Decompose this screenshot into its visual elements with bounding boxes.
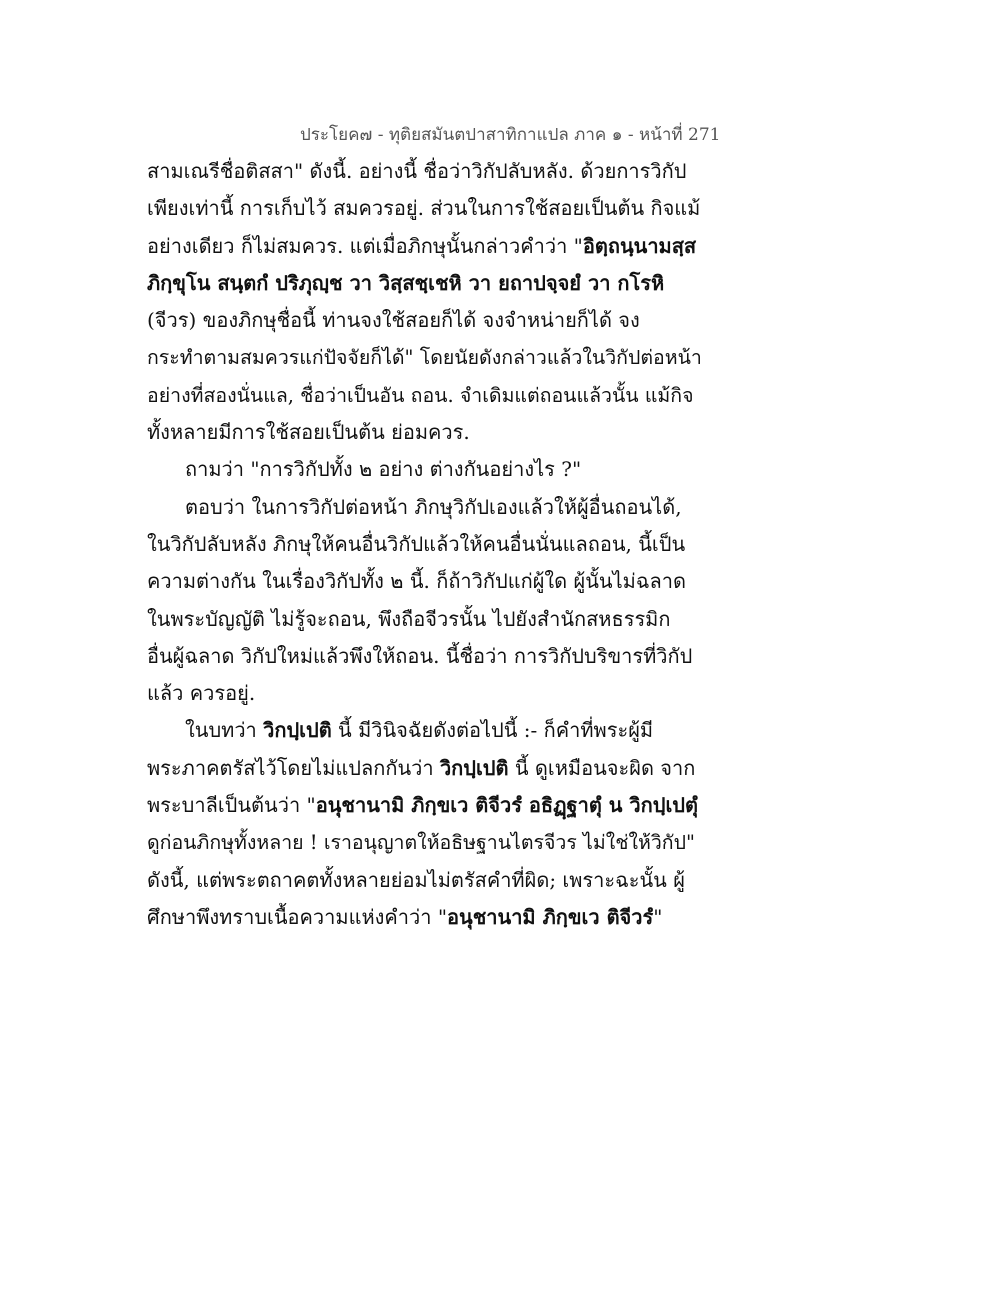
pali-text: อนุชานามิ ภิกฺขเว ติจีวรํ อธิฏฺฐาตุํ น วิกปฺเปตุํ: [315, 793, 698, 818]
text-segment: แล้ว ควรอยู่.: [147, 681, 256, 706]
text-segment: สามเณรีชื่อติสสา" ดังนี้. อย่างนี้ ชื่อว่าวิกัปลับหลัง. ด้วยการวิกัป: [147, 159, 687, 183]
text-segment: ในพระบัญญัติ ไม่รู้จะถอน, พึงถือจีวรนั้น ไปยังสำนักสหธรรมิก: [147, 606, 671, 631]
body-text: [147, 153, 707, 936]
text-segment: ตอบว่า ในการวิกัปต่อหน้า ภิกษุวิกัปเองแล้วให้ผู้อื่นถอนได้,: [185, 494, 682, 519]
pali-text: วิกปฺเปติ: [263, 718, 332, 743]
text-segment: นี้ ดูเหมือนจะผิด จาก: [508, 755, 696, 780]
page-header: ประโยค๗ - ทุติยสมันตปาสาทิกาแปล ภาค ๑ - หน้าที่ 271: [300, 125, 721, 145]
text-line: [147, 675, 707, 712]
text-line: [147, 302, 707, 339]
pali-text: อนุชานามิ ภิกฺขเว ติจีวรํ: [447, 904, 654, 929]
text-line: [147, 787, 707, 824]
text-segment: อย่างเดียว ก็ไม่สมควร. แต่เมื่อภิกษุนั้นกล่าวคำว่า ": [147, 233, 583, 258]
text-segment: ดังนี้, แต่พระตถาคตทั้งหลายย่อมไม่ตรัสคำที่ผิด; เพราะฉะนั้น ผู้: [147, 867, 685, 892]
text-segment: พระภาคตรัสไว้โดยไม่แปลกกันว่า: [147, 755, 440, 780]
text-line: [147, 526, 707, 563]
text-line: [147, 451, 707, 488]
text-segment: ": [653, 904, 663, 929]
text-segment: ความต่างกัน ในเรื่องวิกัปทั้ง ๒ นี้. ก็ถ้าวิกัปแก่ผู้ใด ผู้นั้นไม่ฉลาด: [147, 569, 686, 594]
text-segment: ในวิกัปลับหลัง ภิกษุให้คนอื่นวิกัปแล้วให้คนอื่นนั่นแลถอน, นี้เป็น: [147, 531, 686, 556]
text-segment: ในบทว่า: [185, 718, 264, 743]
text-segment: อย่างที่สองนั่นแล, ชื่อว่าเป็นอัน ถอน. จำเดิมแต่ถอนแล้วนั้น แม้กิจ: [147, 383, 694, 407]
text-line: [147, 153, 707, 190]
text-line: [147, 377, 707, 414]
text-segment: พระบาลีเป็นต้นว่า ": [147, 793, 316, 818]
text-line: [147, 899, 707, 936]
text-line: [147, 265, 707, 302]
text-line: [147, 750, 707, 787]
pali-text: วิกปฺเปติ: [439, 755, 509, 780]
text-segment: ทั้งหลายมีการใช้สอยเป็นต้น ย่อมควร.: [147, 420, 470, 445]
text-line: [147, 228, 707, 265]
text-segment: อื่นผู้ฉลาด วิกัปใหม่แล้วพึงให้ถอน. นี้ชื่อว่า การวิกัปบริขารที่วิกัป: [147, 643, 693, 668]
text-line: [147, 563, 707, 600]
text-segment: กระทำตามสมควรแก่ปัจจัยก็ได้" โดยนัยดังกล่าวแล้วในวิกัปต่อหน้า: [147, 346, 702, 370]
pali-text: อิตฺถนฺนามสฺส: [582, 233, 697, 258]
text-line: [147, 414, 707, 451]
text-line: [147, 712, 707, 749]
pali-text: ภิกฺขุโน สนฺตกํ ปริภุญฺช วา วิสฺสชฺเชหิ วา ยถาปจฺจยํ วา กโรหิ: [147, 270, 665, 295]
text-line: [147, 638, 707, 675]
text-line: [147, 339, 707, 376]
text-line: [147, 824, 707, 861]
text-segment: นี้ มีวินิจฉัยดังต่อไปนี้ :- ก็คำที่พระผู้มี: [331, 718, 654, 743]
text-segment: ดูก่อนภิกษุทั้งหลาย ! เราอนุญาตให้อธิษฐานไตรจีวร ไม่ใช่ให้วิกัป": [147, 831, 695, 855]
text-line: [147, 601, 707, 638]
text-line: [147, 489, 707, 526]
text-segment: เพียงเท่านี้ การเก็บไว้ สมควรอยู่. ส่วนในการใช้สอยเป็นต้น กิจแม้: [147, 196, 701, 221]
text-line: [147, 862, 707, 899]
text-segment: ศึกษาพึงทราบเนื้อความแห่งคำว่า ": [147, 904, 448, 929]
text-line: [147, 190, 707, 227]
text-segment: (จีวร) ของภิกษุชื่อนี้ ท่านจงใช้สอยก็ได้ จงจำหน่ายก็ได้ จง: [147, 308, 640, 333]
text-segment: ถามว่า "การวิกัปทั้ง ๒ อย่าง ต่างกันอย่างไร ?": [185, 457, 582, 482]
